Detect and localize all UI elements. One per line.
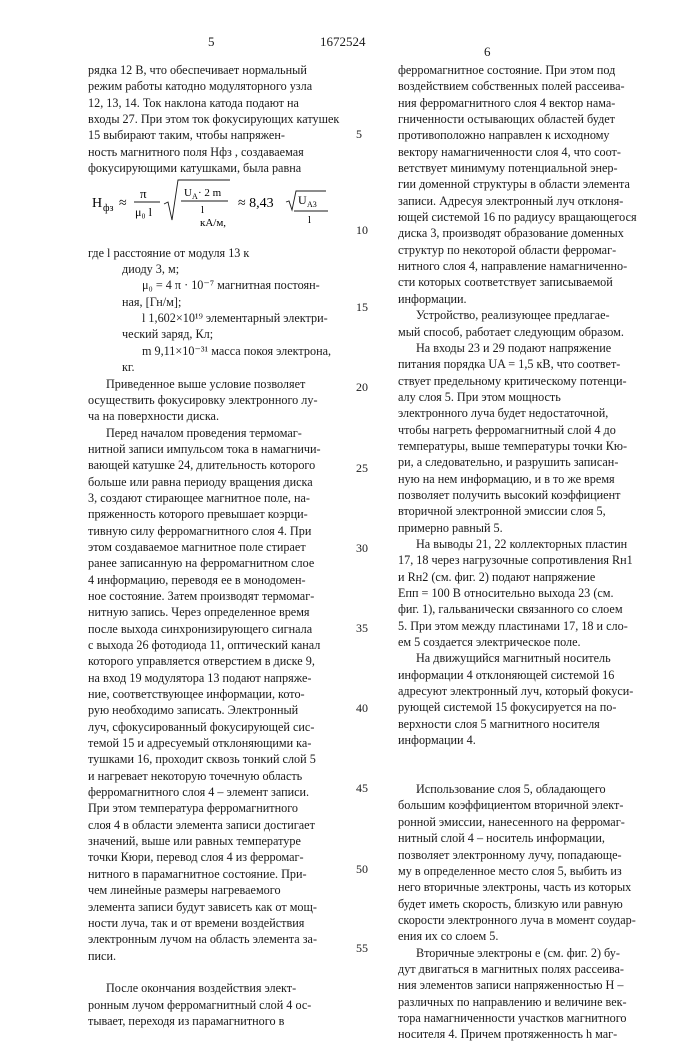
text-line: рую необходимо записать. Электронный — [88, 703, 299, 718]
text-line: диска 3, производят образование доменных — [398, 226, 624, 241]
text-line: вающей катушке 24, длительность которого — [88, 458, 316, 473]
text-line: 12, 13, 14. Ток наклона катода подают на — [88, 95, 299, 110]
text-line: режим работы катодно модуляторного узла — [88, 79, 313, 94]
text-line: ения их со слоем 5. — [398, 929, 499, 944]
text-line: ния ферромагнитного слоя 4 вектор нама- — [398, 95, 616, 110]
text-line: ронным лучом ферромагнитный слой 4 ос- — [88, 997, 312, 1012]
text-line: 4 информацию, переводя ее в монодомен- — [88, 572, 306, 587]
text-line: ферромагнитное состояние. При этом под — [398, 63, 616, 77]
text-line: 15 выбирают таким, чтобы напряжен- — [88, 128, 285, 143]
text-line: l 1,602×10¹⁹ элементарный электри- — [142, 311, 328, 326]
text-line: нитной записи импульсом тока в намагничи- — [88, 441, 321, 456]
text-line: сти которых соответствует записываемой — [398, 275, 613, 290]
left-column — [88, 62, 388, 1029]
text-line: носителя 4. Причем протяженность h маг- — [398, 1027, 618, 1042]
text-line: позволяет электронному лучу, попадающе- — [398, 847, 622, 862]
text-line: большим коэффициентом вторичной элект- — [398, 798, 624, 813]
text-line: ферромагнитного слоя 4 – элемент записи. — [88, 785, 310, 800]
text-line: электронного луча будет недостаточной, — [398, 406, 609, 421]
text-line: 5. При этом между пластинами 17, 18 и сло- — [398, 618, 628, 633]
svg-text:U: U — [184, 187, 192, 200]
text-line: На входы 23 и 29 подают напряжение — [416, 340, 612, 355]
text-line: ствует предельному критическому потенци- — [398, 373, 627, 388]
text-line: элемента записи будут зависеть как от мощ- — [88, 899, 317, 914]
svg-text:π: π — [140, 186, 147, 202]
svg-text:≈: ≈ — [119, 196, 127, 212]
line-number: 35 — [356, 621, 368, 635]
text-line: чем линейные размеры нагреваемого — [88, 883, 281, 898]
text-line: которого управляется отверстием в диске 9, — [88, 654, 315, 669]
text-line: температуры, выше температуры точки Кю- — [398, 438, 627, 453]
text-line: ветствует минимуму потенциальной энер- — [398, 161, 618, 176]
text-line: вектору намагниченности слоя 4, что соот- — [398, 144, 621, 159]
text-line: адресуют электронный луч, который фокуси- — [398, 684, 634, 699]
text-line: пряженность которого превышает коэрци- — [88, 507, 308, 522]
text-line: На движущийся магнитный носитель — [416, 651, 611, 666]
svg-text:Н: Н — [92, 196, 103, 212]
text-line: и нагревает некоторую точечную область — [88, 768, 303, 783]
text-line: диоду 3, м; — [122, 262, 180, 277]
text-line: ча на поверхности диска. — [88, 409, 220, 424]
text-line: ющей системой 16 по радиусу вращающегося — [398, 210, 637, 225]
line-number: 45 — [356, 781, 368, 795]
text-line: ронной эмиссии, нанесенного на ферромаг- — [398, 814, 625, 829]
svg-text:A: A — [192, 192, 198, 202]
svg-text:μ₀ l: μ₀ l — [135, 205, 152, 220]
svg-text:≈ 8,43: ≈ 8,43 — [238, 196, 274, 212]
text-line: ное состояние. Затем производят термомаг- — [88, 588, 315, 603]
line-number: 50 — [356, 862, 368, 876]
text-line: противоположно направлен к исходному — [398, 128, 610, 143]
text-line: информации 4. — [398, 733, 476, 748]
text-line: Использование слоя 5, обладающего — [416, 782, 606, 797]
text-line: различных по направлению и величине век- — [398, 994, 627, 1009]
line-number: 20 — [356, 380, 368, 394]
page-number-right: 6 — [484, 44, 491, 59]
text-line: и Rн2 (см. фиг. 2) подают напряжение — [398, 569, 596, 584]
text-line: мый способ, работает следующим образом. — [398, 324, 624, 339]
text-line: осуществить фокусировку электронного лу- — [88, 392, 318, 407]
text-line: верхности слоя 5 магнитного носителя — [398, 716, 600, 731]
text-line: рующей системой 15 фокусируется на по- — [398, 700, 617, 715]
text-line: темой 15 и адресуемый отклоняющими ка- — [88, 736, 312, 751]
svg-text:· 2 m: · 2 m — [198, 187, 222, 200]
text-line: ри, а следовательно, и разрушить записан- — [398, 455, 619, 470]
text-line: скорости электронного луча в момент соудар- — [398, 912, 636, 927]
text-line: писи. — [88, 948, 117, 963]
text-line: чтобы нагреть ферромагнитный слой 4 до — [398, 422, 616, 437]
svg-text:l: l — [308, 214, 312, 227]
text-line: после выхода синхронизирующего сигнала — [88, 621, 313, 636]
text-line: кг. — [122, 360, 135, 375]
text-line: ние, соответствующее информации, кото- — [88, 687, 305, 702]
text-line: ем 5 создается электрическое поле. — [398, 635, 581, 650]
text-line: му в определенное место слоя 5, выбить из — [398, 863, 622, 878]
page-number-left: 5 — [208, 34, 215, 49]
text-line: значений, выше или равных температуре — [88, 834, 301, 849]
svg-text:фз: фз — [103, 203, 114, 215]
text-line: больше или равна периоду вращения диска — [88, 474, 313, 489]
formula — [88, 176, 388, 228]
text-line: тывает, переходя из парамагнитного в — [88, 1013, 285, 1028]
line-number: 40 — [356, 701, 368, 715]
text-line: тора намагниченности участков магнитного — [398, 1010, 627, 1025]
text-line: тушками 16, проходит сквозь тонкий слой 5 — [88, 752, 316, 767]
text-line: нитную запись. Через определенное время — [88, 605, 310, 620]
text-line: Перед началом проведения термомаг- — [106, 425, 302, 440]
text-line: информации 4 отклоняющей системой 16 — [398, 667, 615, 682]
text-line: алу слоя 5. При этом мощность — [398, 389, 561, 404]
text-line: вторичной электронной эмиссии слоя 5, — [398, 504, 606, 519]
line-number: 25 — [356, 461, 368, 475]
text-line: фиг. 1), гальванически связанного со слоем — [398, 602, 623, 617]
text-line: дут двигаться в магнитных полях рассеива- — [398, 961, 624, 976]
text-line: нитный слой 4 – носитель информации, — [398, 831, 605, 846]
text-line: ния элементов записи напряженностью Н – — [398, 978, 624, 993]
text-line: Вторичные электроны е (см. фиг. 2) бу- — [416, 945, 620, 960]
text-line: нитного слоя 4, направление намагниченно- — [398, 259, 628, 274]
text-line: m 9,11×10⁻³¹ масса покоя электрона, — [142, 343, 332, 358]
line-number: 5 — [356, 127, 362, 141]
line-number: 30 — [356, 541, 368, 555]
text-line: Устройство, реализующее предлагае- — [416, 308, 610, 323]
line-number: 10 — [356, 223, 368, 237]
text-line: информации. — [398, 291, 467, 306]
text-line: входы 27. При этом ток фокусирующих катушек — [88, 112, 340, 127]
text-line: Eпп = 100 В относительно выхода 23 (см. — [398, 586, 614, 600]
text-line: него вторичные электроны, часть из которых — [398, 880, 632, 895]
text-line: На выводы 21, 22 коллекторных пластин — [416, 536, 628, 551]
text-line: этом создаваемое магнитное поле стирает — [88, 539, 306, 554]
formula-graphic — [88, 176, 388, 228]
text-line: точки Кюри, перевод слоя 4 из ферромаг- — [88, 850, 304, 865]
text-line: воздействием собственных полей рассеива- — [398, 79, 625, 94]
text-line: 17, 18 через нагрузочные сопротивления Rн1 — [398, 553, 633, 568]
patent-number: 1672524 — [320, 34, 366, 49]
text-line: позволяет получить высокий коэффициент — [398, 487, 621, 502]
text-line: фокусирующими катушками, была равна — [88, 161, 302, 176]
text-line: нитного в парамагнитное состояние. При- — [88, 866, 307, 881]
svg-text:l: l — [201, 204, 205, 217]
text-line: Приведенное выше условие позволяет — [106, 376, 306, 391]
text-line: гии доменной структуры в области элемента — [398, 177, 630, 192]
text-line: μ₀ = 4 π · 10⁻⁷ магнитная постоян- — [142, 278, 320, 293]
text-line: гниченности остывающих областей будет — [398, 112, 615, 127]
text-line: на вход 19 модулятора 13 подают напряже- — [88, 670, 312, 685]
right-column — [398, 62, 696, 1043]
text-line: ная, [Гн/м]; — [122, 294, 182, 309]
text-line: рядка 12 В, что обеспечивает нормальный — [88, 63, 307, 77]
text-line: структур по некоторой области ферромаг- — [398, 242, 617, 257]
text-line: ранее записанную на ферромагнитном слое — [88, 556, 315, 571]
text-line: примерно равный 5. — [398, 520, 503, 535]
text-line: луч, сфокусированный фокусирующей сис- — [88, 719, 315, 734]
text-line: слоя 4 в области элемента записи достигает — [88, 817, 315, 832]
line-number: 55 — [356, 941, 368, 955]
text-line: электронным лучом на область элемента за- — [88, 932, 318, 947]
svg-text:A3: A3 — [307, 200, 317, 210]
text-line: записи. Адресуя электронный луч отклоня- — [398, 193, 624, 208]
svg-text:кА/м,: кА/м, — [200, 217, 227, 229]
svg-text:U: U — [298, 193, 307, 208]
text-line: питания порядка UA = 1,5 кВ, что соответ- — [398, 357, 621, 372]
text-line: где l расстояние от модуля 13 к — [88, 245, 250, 260]
text-line: При этом температура ферромагнитного — [88, 801, 299, 816]
text-line: После окончания воздействия элект- — [106, 981, 297, 996]
text-line: будет иметь скорость, близкую или равную — [398, 896, 623, 911]
text-line: ческий заряд, Кл; — [122, 327, 214, 342]
text-line: тивную силу ферромагнитного слоя 4. При — [88, 523, 312, 538]
text-line: ную на нем информацию, и в то же время — [398, 471, 615, 486]
text-line: ность магнитного поля Нфз , создаваемая — [88, 144, 304, 159]
text-line: ности луча, так и от времени воздействия — [88, 915, 305, 930]
line-number: 15 — [356, 300, 368, 314]
text-line: 3, создают стирающее магнитное поле, на- — [88, 490, 310, 505]
text-line: с выхода 26 фотодиода 11, оптический канал — [88, 638, 321, 652]
